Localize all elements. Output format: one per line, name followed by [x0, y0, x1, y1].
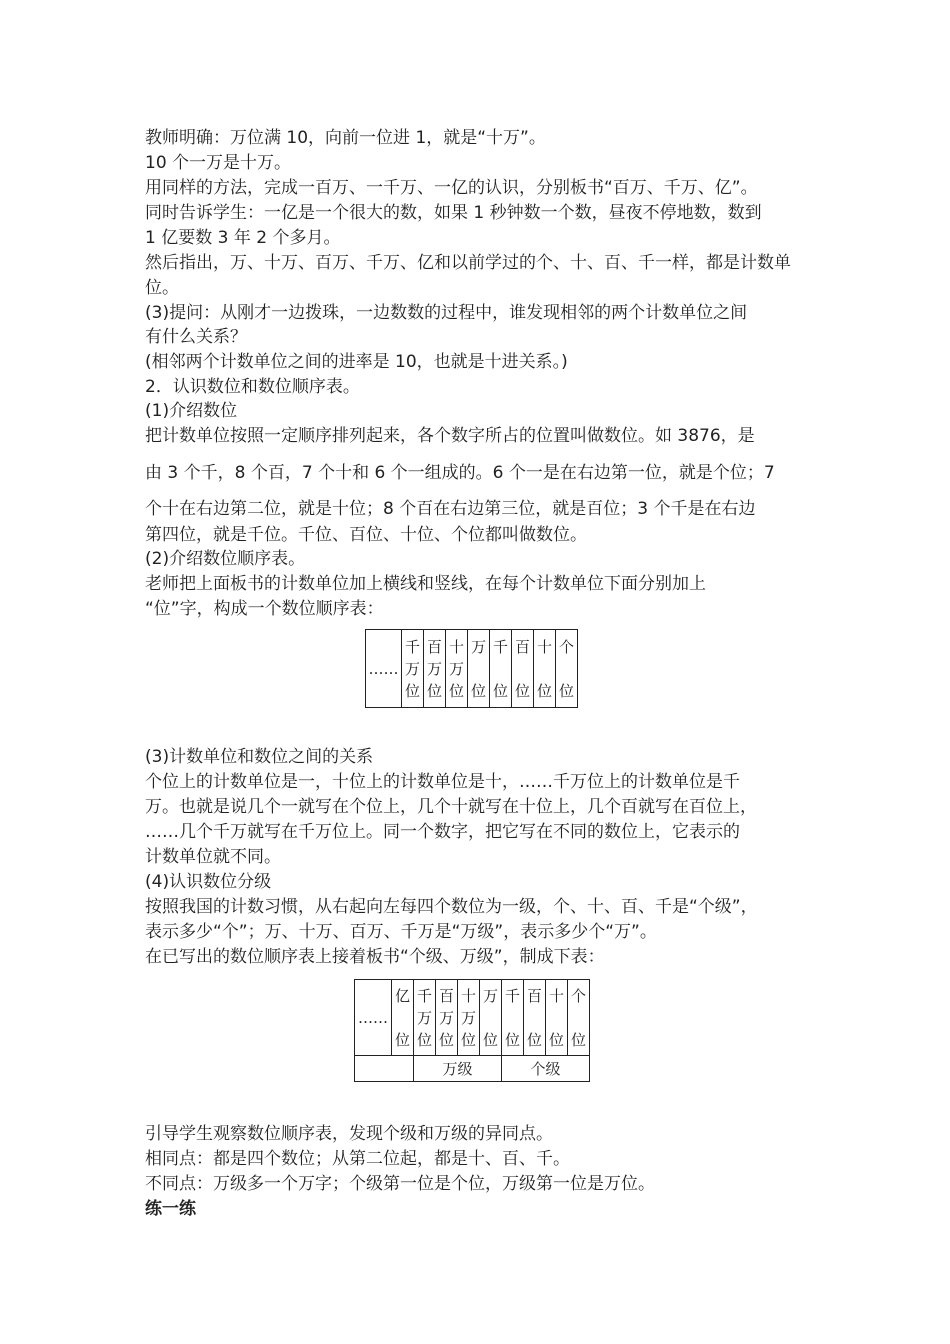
place-cell: [524, 980, 546, 1056]
text-line: 10 个一万是十万。: [145, 153, 292, 173]
unit-char: 位: [426, 681, 442, 700]
place-cell: [568, 980, 590, 1056]
text-line: 个位上的计数单位是一，十位上的计数单位是十，……千万位上的计数单位是千: [145, 772, 740, 792]
text-line: (相邻两个计数单位之间的进率是 10，也就是十进关系。): [145, 352, 568, 372]
unit-char: [512, 658, 533, 680]
unit-char: [556, 658, 577, 680]
text-line: ……几个千万就写在千万位上。同一个数字，把它写在不同的数位上，它表示的: [145, 822, 740, 842]
text-line: 在已写出的数位顺序表上接着板书“个级、万级”，制成下表：: [145, 947, 605, 967]
place-cell: [556, 630, 578, 708]
subheading: (3)计数单位和数位之间的关系: [145, 747, 374, 767]
unit-char: 千: [492, 637, 508, 656]
unit-char: 位: [482, 1030, 498, 1049]
text-line: 把计数单位按照一定顺序排列起来，各个数字所占的位置叫做数位。如 3876，是: [145, 426, 755, 446]
place-cell: [512, 630, 534, 708]
text-line: 1 亿要数 3 年 2 个多月。: [145, 228, 341, 248]
unit-char: [534, 658, 555, 680]
unit-char: [392, 1007, 413, 1029]
text-line: 有什么关系？: [145, 327, 247, 347]
unit-char: 千: [416, 986, 432, 1005]
unit-char: 位: [404, 681, 420, 700]
text-line: 位。: [145, 278, 179, 298]
unit-char: 万: [482, 986, 498, 1005]
ellipsis-cell: ……: [366, 630, 402, 708]
unit-char: 十: [536, 637, 552, 656]
subheading: (2)介绍数位顺序表。: [145, 549, 306, 569]
ellipsis-cell: ……: [355, 980, 392, 1056]
unit-char: 千: [504, 986, 520, 1005]
unit-char: 万: [460, 1008, 476, 1027]
unit-char: [546, 1007, 567, 1029]
text-line: 表示多少“个”；万、十万、百万、千万是“万级”，表示多少个“万”。: [145, 922, 657, 942]
unit-char: 位: [536, 681, 552, 700]
unit-char: 万: [470, 637, 486, 656]
unit-char: 万: [404, 659, 420, 678]
place-cell: [424, 630, 446, 708]
place-cell: [502, 980, 524, 1056]
unit-char: 位: [492, 681, 508, 700]
text-line: 不同点：万级多一个万字；个级第一位是个位，万级第一位是万位。: [145, 1174, 655, 1194]
unit-char: 十: [460, 986, 476, 1005]
unit-char: 百: [426, 637, 442, 656]
unit-char: [502, 1007, 523, 1029]
place-cell: [468, 630, 490, 708]
unit-char: [490, 658, 511, 680]
text-line: 用同样的方法，完成一百万、一千万、一亿的认识，分别板书“百万、千万、亿”。: [145, 178, 758, 198]
text-line: 计数单位就不同。: [145, 847, 281, 867]
text-line: 由 3 个千，8 个百，7 个十和 6 个一组成的。6 个一是在右边第一位，就是个位；7: [145, 463, 775, 483]
place-value-grade-table: [354, 979, 590, 1082]
place-value-table: [365, 629, 578, 708]
unit-char: [468, 658, 489, 680]
unit-char: 十: [548, 986, 564, 1005]
unit-char: 位: [548, 1030, 564, 1049]
place-cell: [436, 980, 458, 1056]
unit-char: [568, 1007, 589, 1029]
place-cell: [458, 980, 480, 1056]
text-line: 同时告诉学生：一亿是一个很大的数，如果 1 秒钟数一个数，昼夜不停地数，数到: [145, 203, 762, 223]
unit-char: [480, 1007, 501, 1029]
place-cell: [392, 980, 414, 1056]
unit-char: 个: [558, 637, 574, 656]
text-line: 万。也就是说几个一就写在个位上，几个十就写在十位上，几个百就写在百位上，: [145, 797, 757, 817]
text-line: 老师把上面板书的计数单位加上横线和竖线，在每个计数单位下面分别加上: [145, 574, 706, 594]
unit-char: [524, 1007, 545, 1029]
subheading: (1)介绍数位: [145, 401, 238, 421]
unit-char: 百: [514, 637, 530, 656]
text-line: 然后指出，万、十万、百万、千万、亿和以前学过的个、十、百、千一样，都是计数单: [145, 253, 791, 273]
grade-wan: 万级: [414, 1056, 502, 1082]
unit-char: 百: [526, 986, 542, 1005]
text-line: (3)提问：从刚才一边拨珠，一边数数的过程中，谁发现相邻的两个计数单位之间: [145, 303, 748, 323]
unit-char: 个: [570, 986, 586, 1005]
unit-char: 百: [438, 986, 454, 1005]
unit-char: 万: [448, 659, 464, 678]
unit-char: 亿: [394, 986, 410, 1005]
unit-char: 位: [504, 1030, 520, 1049]
text-line: 第四位，就是千位。千位、百位、十位、个位都叫做数位。: [145, 525, 587, 545]
text-line: 个十在右边第二位，就是十位；8 个百在右边第三位，就是百位；3 个千是在右边: [145, 499, 756, 519]
grade-ge: 个级: [502, 1056, 590, 1082]
unit-char: 位: [558, 681, 574, 700]
text-line: “位”字，构成一个数位顺序表：: [145, 599, 384, 619]
place-cell: [534, 630, 556, 708]
place-cell: [546, 980, 568, 1056]
place-cell: [402, 630, 424, 708]
unit-char: 位: [416, 1030, 432, 1049]
unit-char: 位: [460, 1030, 476, 1049]
unit-char: 位: [438, 1030, 454, 1049]
unit-char: 万: [416, 1008, 432, 1027]
unit-char: 位: [570, 1030, 586, 1049]
unit-char: 十: [448, 637, 464, 656]
unit-char: 位: [470, 681, 486, 700]
practice-heading: 练一练: [145, 1199, 196, 1219]
blank-grade-cell: [355, 1056, 414, 1082]
place-cell: [446, 630, 468, 708]
place-cell: [490, 630, 512, 708]
unit-char: 万: [438, 1008, 454, 1027]
text-line: 按照我国的计数习惯，从右起向左每四个数位为一级，个、十、百、千是“个级”，: [145, 897, 758, 917]
unit-char: 位: [514, 681, 530, 700]
text-line: 教师明确：万位满 10，向前一位进 1，就是“十万”。: [145, 128, 546, 148]
place-cell: [414, 980, 436, 1056]
place-cell: [480, 980, 502, 1056]
section-heading: 2．认识数位和数位顺序表。: [145, 377, 360, 397]
unit-char: 万: [426, 659, 442, 678]
unit-char: 位: [526, 1030, 542, 1049]
subheading: (4)认识数位分级: [145, 872, 272, 892]
text-line: 相同点：都是四个数位；从第二位起，都是十、百、千。: [145, 1149, 570, 1169]
text-line: 引导学生观察数位顺序表，发现个级和万级的异同点。: [145, 1124, 553, 1144]
unit-char: 千: [404, 637, 420, 656]
unit-char: 位: [394, 1030, 410, 1049]
unit-char: 位: [448, 681, 464, 700]
